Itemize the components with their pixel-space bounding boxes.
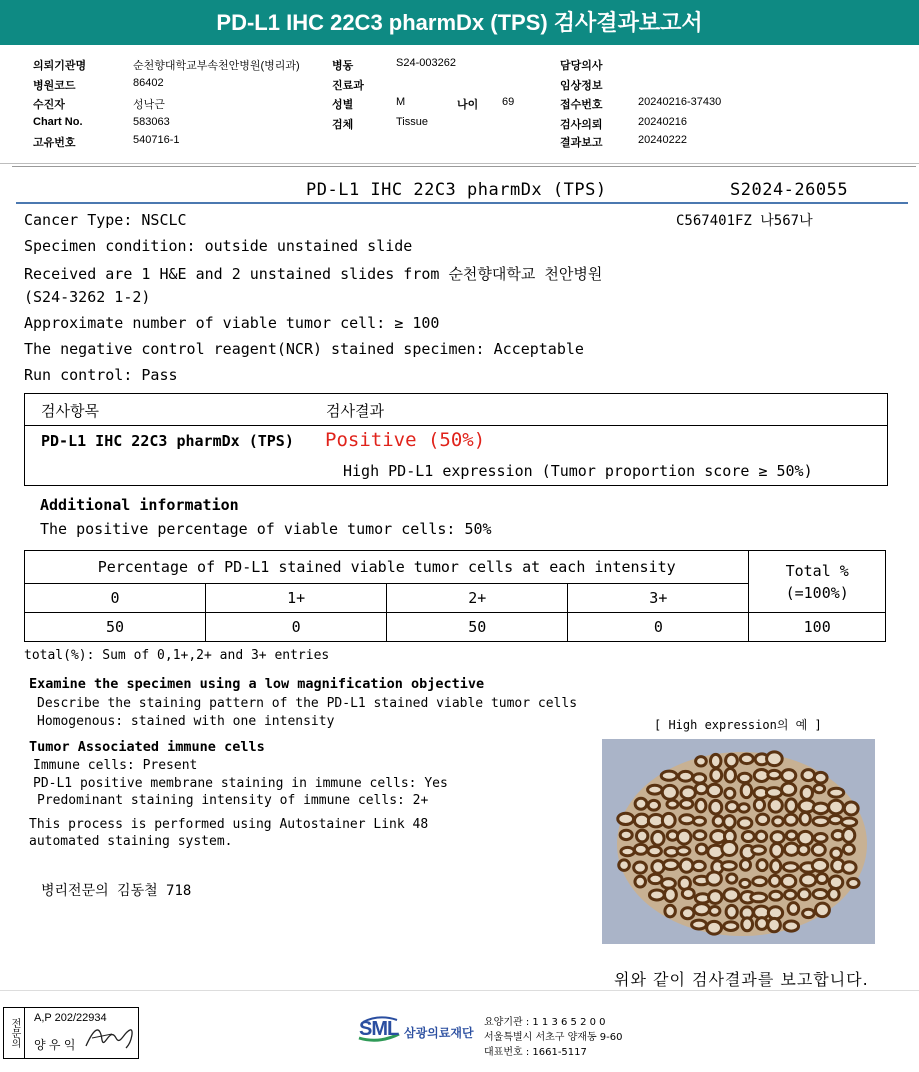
header-label-patient: 수진자 bbox=[33, 99, 65, 111]
tumor-cell bbox=[694, 831, 706, 840]
tumor-cell bbox=[738, 818, 752, 828]
intensity-table-header: Percentage of PD-L1 stained viable tumor cells at each intensity bbox=[25, 551, 749, 584]
tumor-cell bbox=[710, 907, 720, 916]
tumor-cell bbox=[802, 770, 815, 781]
process-line1: This process is performed using Autostainer Link 48 bbox=[29, 817, 429, 832]
header-value-specimen: Tissue bbox=[396, 116, 428, 128]
tumor-cell bbox=[843, 828, 855, 842]
additional-info-text: The positive percentage of viable tumor cells: 50% bbox=[40, 520, 492, 538]
tumor-cell bbox=[813, 817, 828, 826]
tumor-cell bbox=[711, 769, 722, 782]
specimen-code: C567401FZ 나567나 bbox=[676, 213, 813, 229]
tumor-cell bbox=[812, 844, 825, 855]
tumor-cell bbox=[635, 876, 646, 887]
tumor-cell bbox=[696, 844, 707, 854]
tumor-cell bbox=[800, 812, 810, 824]
tumor-cell bbox=[783, 863, 798, 872]
tumor-cell bbox=[708, 784, 722, 796]
header-value-sex: M bbox=[396, 96, 406, 108]
tumor-cell bbox=[618, 813, 634, 824]
tumor-cell bbox=[740, 879, 750, 887]
additional-info-heading: Additional information bbox=[40, 496, 239, 514]
tumor-cell bbox=[815, 903, 829, 917]
tumor-cell bbox=[741, 784, 752, 798]
header-label-receipt-no: 접수번호 bbox=[560, 99, 603, 111]
header-value-unique-no: 540716-1 bbox=[133, 134, 180, 146]
tumor-cell bbox=[767, 752, 783, 766]
stamp-side-label: 전문의 bbox=[4, 1008, 25, 1058]
received-slides: Received are 1 H&E and 2 unstained slides from 순천향대학교 천안병원 bbox=[24, 265, 603, 283]
tumor-cell bbox=[752, 846, 766, 854]
tumor-cell bbox=[693, 861, 706, 870]
tumor-cell bbox=[848, 878, 859, 887]
footer-divider bbox=[0, 990, 919, 991]
tumor-cell bbox=[814, 785, 824, 793]
tumor-cell bbox=[725, 788, 735, 798]
tumor-cell bbox=[771, 844, 783, 858]
total-header-line2: (=100%) bbox=[785, 583, 849, 602]
tumor-cell bbox=[620, 830, 632, 839]
tumor-cell bbox=[710, 754, 720, 767]
tumor-cell bbox=[649, 890, 664, 900]
header-label-clinical-info: 임상정보 bbox=[560, 80, 603, 92]
report-number: S2024-26055 bbox=[730, 180, 849, 200]
tumor-cell bbox=[768, 770, 781, 779]
org-address: 서울특별시 서초구 양재동 9-60 bbox=[484, 1032, 623, 1043]
tumor-cell bbox=[782, 783, 796, 795]
total-header bbox=[749, 551, 886, 613]
header-value-age: 69 bbox=[502, 96, 515, 108]
tumor-cell bbox=[766, 788, 781, 798]
tumor-cell bbox=[663, 860, 678, 870]
tumor-cell bbox=[667, 800, 678, 808]
intensity-value-0: 50 bbox=[25, 613, 206, 642]
tumor-cell bbox=[843, 844, 854, 854]
tumor-cell bbox=[842, 818, 857, 826]
tumor-cell bbox=[757, 860, 767, 871]
tumor-cell bbox=[769, 875, 780, 886]
header-label-institution: 의뢰기관명 bbox=[33, 60, 87, 72]
intensity-col-1plus: 1+ bbox=[206, 584, 387, 613]
tumor-cell bbox=[652, 831, 664, 845]
tumor-cell bbox=[662, 813, 675, 827]
tumor-cell bbox=[757, 814, 769, 825]
tumor-cell bbox=[619, 860, 630, 870]
report-title-underline bbox=[16, 202, 908, 204]
header-label-age: 나이 bbox=[457, 99, 479, 111]
tumor-cell bbox=[665, 888, 677, 902]
header-value-institution: 순천향대학교부속천안병원(병리과) bbox=[133, 60, 300, 72]
result-item-name: PD-L1 IHC 22C3 pharmDx (TPS) bbox=[41, 432, 294, 450]
tumor-cell bbox=[648, 800, 659, 810]
tumor-cell bbox=[680, 859, 693, 872]
tumor-cell bbox=[621, 847, 634, 855]
tumor-cell bbox=[726, 802, 738, 812]
tumor-cell bbox=[782, 875, 796, 887]
tumor-cell bbox=[740, 754, 753, 763]
tumor-cell bbox=[693, 774, 706, 783]
header-label-sex: 성별 bbox=[332, 99, 354, 111]
table-note: total(%): Sum of 0,1+,2+ and 3+ entries bbox=[24, 648, 330, 663]
slide-ids: (S24-3262 1-2) bbox=[24, 288, 151, 306]
tumor-cell bbox=[829, 816, 841, 824]
tumor-cell bbox=[681, 908, 693, 919]
handwritten-signature bbox=[82, 1018, 138, 1056]
result-col-result: 검사결과 bbox=[326, 402, 384, 420]
tumor-cell bbox=[634, 862, 647, 873]
tumor-cell bbox=[727, 874, 737, 883]
run-control: Run control: Pass bbox=[24, 366, 178, 384]
tumor-cell bbox=[770, 891, 782, 900]
org-phone: 대표번호 : 1661-5117 bbox=[484, 1047, 587, 1058]
header-label-specimen: 검체 bbox=[332, 119, 354, 131]
tumor-cell bbox=[677, 830, 691, 844]
tumor-cell bbox=[753, 877, 767, 886]
specimen-condition: Specimen condition: outside unstained slide bbox=[24, 237, 413, 255]
signature-stamp bbox=[3, 1007, 139, 1059]
intensity-value-3plus: 0 bbox=[568, 613, 749, 642]
tumor-cell bbox=[801, 786, 812, 799]
negative-control: The negative control reagent(NCR) stained specimen: Acceptable bbox=[24, 340, 584, 358]
tumor-cell bbox=[724, 816, 735, 828]
header-value-request-date: 20240216 bbox=[638, 116, 687, 128]
tumor-cell bbox=[756, 831, 767, 841]
tumor-cell bbox=[738, 773, 751, 782]
viable-tumor-count: Approximate number of viable tumor cell: ≥ 100 bbox=[24, 314, 440, 332]
tumor-cell bbox=[801, 874, 816, 886]
org-number: 요양기관 : 1 1 3 6 5 2 0 0 bbox=[484, 1017, 606, 1028]
tumor-cell bbox=[771, 832, 784, 843]
header-label-request-date: 검사의뢰 bbox=[560, 119, 603, 131]
tumor-cell bbox=[636, 830, 647, 842]
tumor-cell bbox=[769, 799, 782, 812]
tumor-cell bbox=[652, 861, 664, 873]
tumor-cell bbox=[813, 803, 828, 813]
tumor-cell bbox=[786, 831, 797, 840]
tumor-cell bbox=[785, 890, 796, 899]
sml-logo-text: SML bbox=[359, 1018, 399, 1040]
tumor-cell bbox=[773, 817, 784, 826]
tumor-cell bbox=[829, 889, 840, 901]
tumor-cell bbox=[788, 903, 799, 915]
tumor-cell bbox=[771, 860, 781, 873]
tumor-cell bbox=[696, 799, 706, 812]
pathologist: 병리전문의 김동철 718 bbox=[41, 883, 192, 899]
tumor-cell bbox=[751, 893, 767, 902]
sml-logo bbox=[357, 1014, 401, 1048]
tumor-cell bbox=[784, 843, 798, 855]
tumor-cell bbox=[813, 889, 827, 898]
header-value-hospital-code: 86402 bbox=[133, 77, 164, 89]
result-col-item: 검사항목 bbox=[41, 402, 99, 420]
tumor-cell bbox=[817, 874, 828, 884]
report-title: PD-L1 IHC 22C3 pharmDx (TPS) 검사결과보고서 bbox=[0, 0, 919, 45]
intensity-value-total: 100 bbox=[749, 613, 886, 642]
tumor-cell bbox=[726, 754, 738, 767]
tumor-cell bbox=[803, 909, 815, 917]
tumor-cell bbox=[707, 921, 722, 934]
immune-heading: Tumor Associated immune cells bbox=[29, 739, 265, 755]
tumor-cell bbox=[814, 772, 827, 783]
tumor-cell bbox=[726, 905, 737, 918]
tumor-cell bbox=[786, 799, 797, 812]
tumor-cell bbox=[679, 771, 693, 781]
intensity-value-2plus: 50 bbox=[387, 613, 568, 642]
tumor-cell bbox=[756, 918, 767, 930]
header-divider-inner bbox=[12, 166, 916, 167]
tumor-cell bbox=[648, 846, 661, 855]
tumor-cell bbox=[635, 798, 647, 809]
result-positive: Positive (50%) bbox=[325, 429, 486, 451]
immune-line3: Predominant staining intensity of immune cells: 2+ bbox=[37, 793, 429, 808]
tumor-cell bbox=[692, 920, 707, 929]
tumor-cell bbox=[722, 842, 737, 856]
tumor-cell bbox=[695, 784, 707, 794]
foundation-name: 삼광의료재단 bbox=[404, 1026, 474, 1040]
examine-line2: Homogenous: stained with one intensity bbox=[37, 714, 335, 729]
tumor-cell bbox=[831, 848, 842, 858]
header-label-hospital-code: 병원코드 bbox=[33, 80, 76, 92]
cancer-type: Cancer Type: NSCLC bbox=[24, 211, 187, 229]
process-line2: automated staining system. bbox=[29, 834, 233, 849]
result-interpretation: High PD-L1 expression (Tumor proportion score ≥ 50%) bbox=[343, 462, 813, 480]
header-value-report-date: 20240222 bbox=[638, 134, 687, 146]
tumor-cell bbox=[768, 918, 781, 931]
tumor-cell bbox=[709, 891, 722, 904]
tumor-cell bbox=[713, 816, 723, 826]
tumor-cell bbox=[707, 872, 721, 885]
tumor-cell bbox=[677, 847, 690, 855]
tumor-cell bbox=[843, 862, 856, 874]
tumor-cell bbox=[680, 800, 692, 809]
header-label-chart-no: Chart No. bbox=[33, 116, 83, 128]
header-value-receipt-no: 20240216-37430 bbox=[638, 96, 722, 108]
header-value-chart-no: 583063 bbox=[133, 116, 170, 128]
tumor-cell bbox=[681, 787, 695, 799]
tumor-cell bbox=[661, 771, 677, 780]
header-label-doctor: 담당의사 bbox=[560, 60, 603, 72]
intensity-table bbox=[24, 550, 886, 642]
tumor-cell bbox=[829, 876, 842, 889]
intensity-col-0: 0 bbox=[25, 584, 206, 613]
examine-line1: Describe the staining pattern of the PD-L1 stained viable tumor cells bbox=[37, 696, 578, 711]
tumor-cell bbox=[740, 860, 750, 871]
tumor-cell bbox=[648, 785, 662, 794]
header-label-department: 진료과 bbox=[332, 80, 364, 92]
tumor-cell bbox=[798, 889, 810, 900]
tumor-cell bbox=[814, 834, 827, 843]
tumor-cell bbox=[682, 889, 694, 899]
tumor-cell bbox=[694, 817, 706, 825]
tumor-cell bbox=[694, 904, 709, 915]
tumor-cell bbox=[844, 802, 858, 815]
tumor-cell bbox=[798, 831, 813, 845]
tumor-cell bbox=[662, 879, 676, 888]
intensity-col-3plus: 3+ bbox=[568, 584, 749, 613]
header-value-patient: 성낙근 bbox=[133, 99, 165, 111]
tumor-cell bbox=[696, 757, 707, 766]
header-label-ward: 병동 bbox=[332, 60, 354, 72]
immune-line1: Immune cells: Present bbox=[33, 758, 198, 773]
tumor-cell bbox=[754, 799, 764, 811]
tumor-cell bbox=[662, 785, 677, 799]
tumor-cell bbox=[798, 845, 809, 855]
tumor-cell bbox=[634, 844, 647, 854]
tumor-cell bbox=[722, 862, 737, 870]
result-box-divider bbox=[25, 425, 887, 426]
tumor-cell bbox=[724, 922, 738, 931]
tumor-cell bbox=[784, 921, 799, 931]
header-label-unique-no: 고유번호 bbox=[33, 137, 76, 149]
tumor-cell bbox=[812, 859, 827, 871]
total-header-line1: Total % bbox=[785, 561, 849, 580]
header-label-report-date: 결과보고 bbox=[560, 137, 603, 149]
stamp-license: A,P 202/22934 bbox=[34, 1012, 107, 1024]
tumor-cell bbox=[665, 905, 675, 917]
tumor-cell bbox=[724, 889, 739, 902]
tumor-cell bbox=[725, 768, 735, 782]
tumor-cell bbox=[710, 800, 722, 814]
tumor-cell bbox=[785, 814, 797, 825]
tumor-cell bbox=[635, 814, 650, 827]
image-caption: [ High expression의 예 ] bbox=[654, 718, 822, 732]
examine-heading: Examine the specimen using a low magnification objective bbox=[29, 676, 485, 692]
header-divider bbox=[0, 163, 919, 164]
immune-line2: PD-L1 positive membrane staining in immune cells: Yes bbox=[33, 776, 448, 791]
intensity-value-1plus: 0 bbox=[206, 613, 387, 642]
tumor-cell bbox=[742, 918, 753, 931]
tumor-cell bbox=[739, 804, 749, 812]
tumor-cell bbox=[829, 800, 844, 813]
ihc-micrograph bbox=[602, 739, 875, 944]
intensity-col-2plus: 2+ bbox=[387, 584, 568, 613]
tumor-cell bbox=[680, 815, 694, 824]
stamp-name: 양 우 익 bbox=[34, 1038, 76, 1052]
tumor-cell bbox=[829, 788, 844, 797]
header-value-ward: S24-003262 bbox=[396, 57, 456, 69]
tumor-cell bbox=[782, 770, 796, 782]
result-box bbox=[24, 393, 888, 486]
tumor-cell bbox=[742, 832, 754, 842]
tumor-cell bbox=[649, 874, 662, 883]
report-test-name: PD-L1 IHC 22C3 pharmDx (TPS) bbox=[306, 180, 607, 200]
closing-statement: 위와 같이 검사결과를 보고합니다. bbox=[614, 970, 869, 989]
